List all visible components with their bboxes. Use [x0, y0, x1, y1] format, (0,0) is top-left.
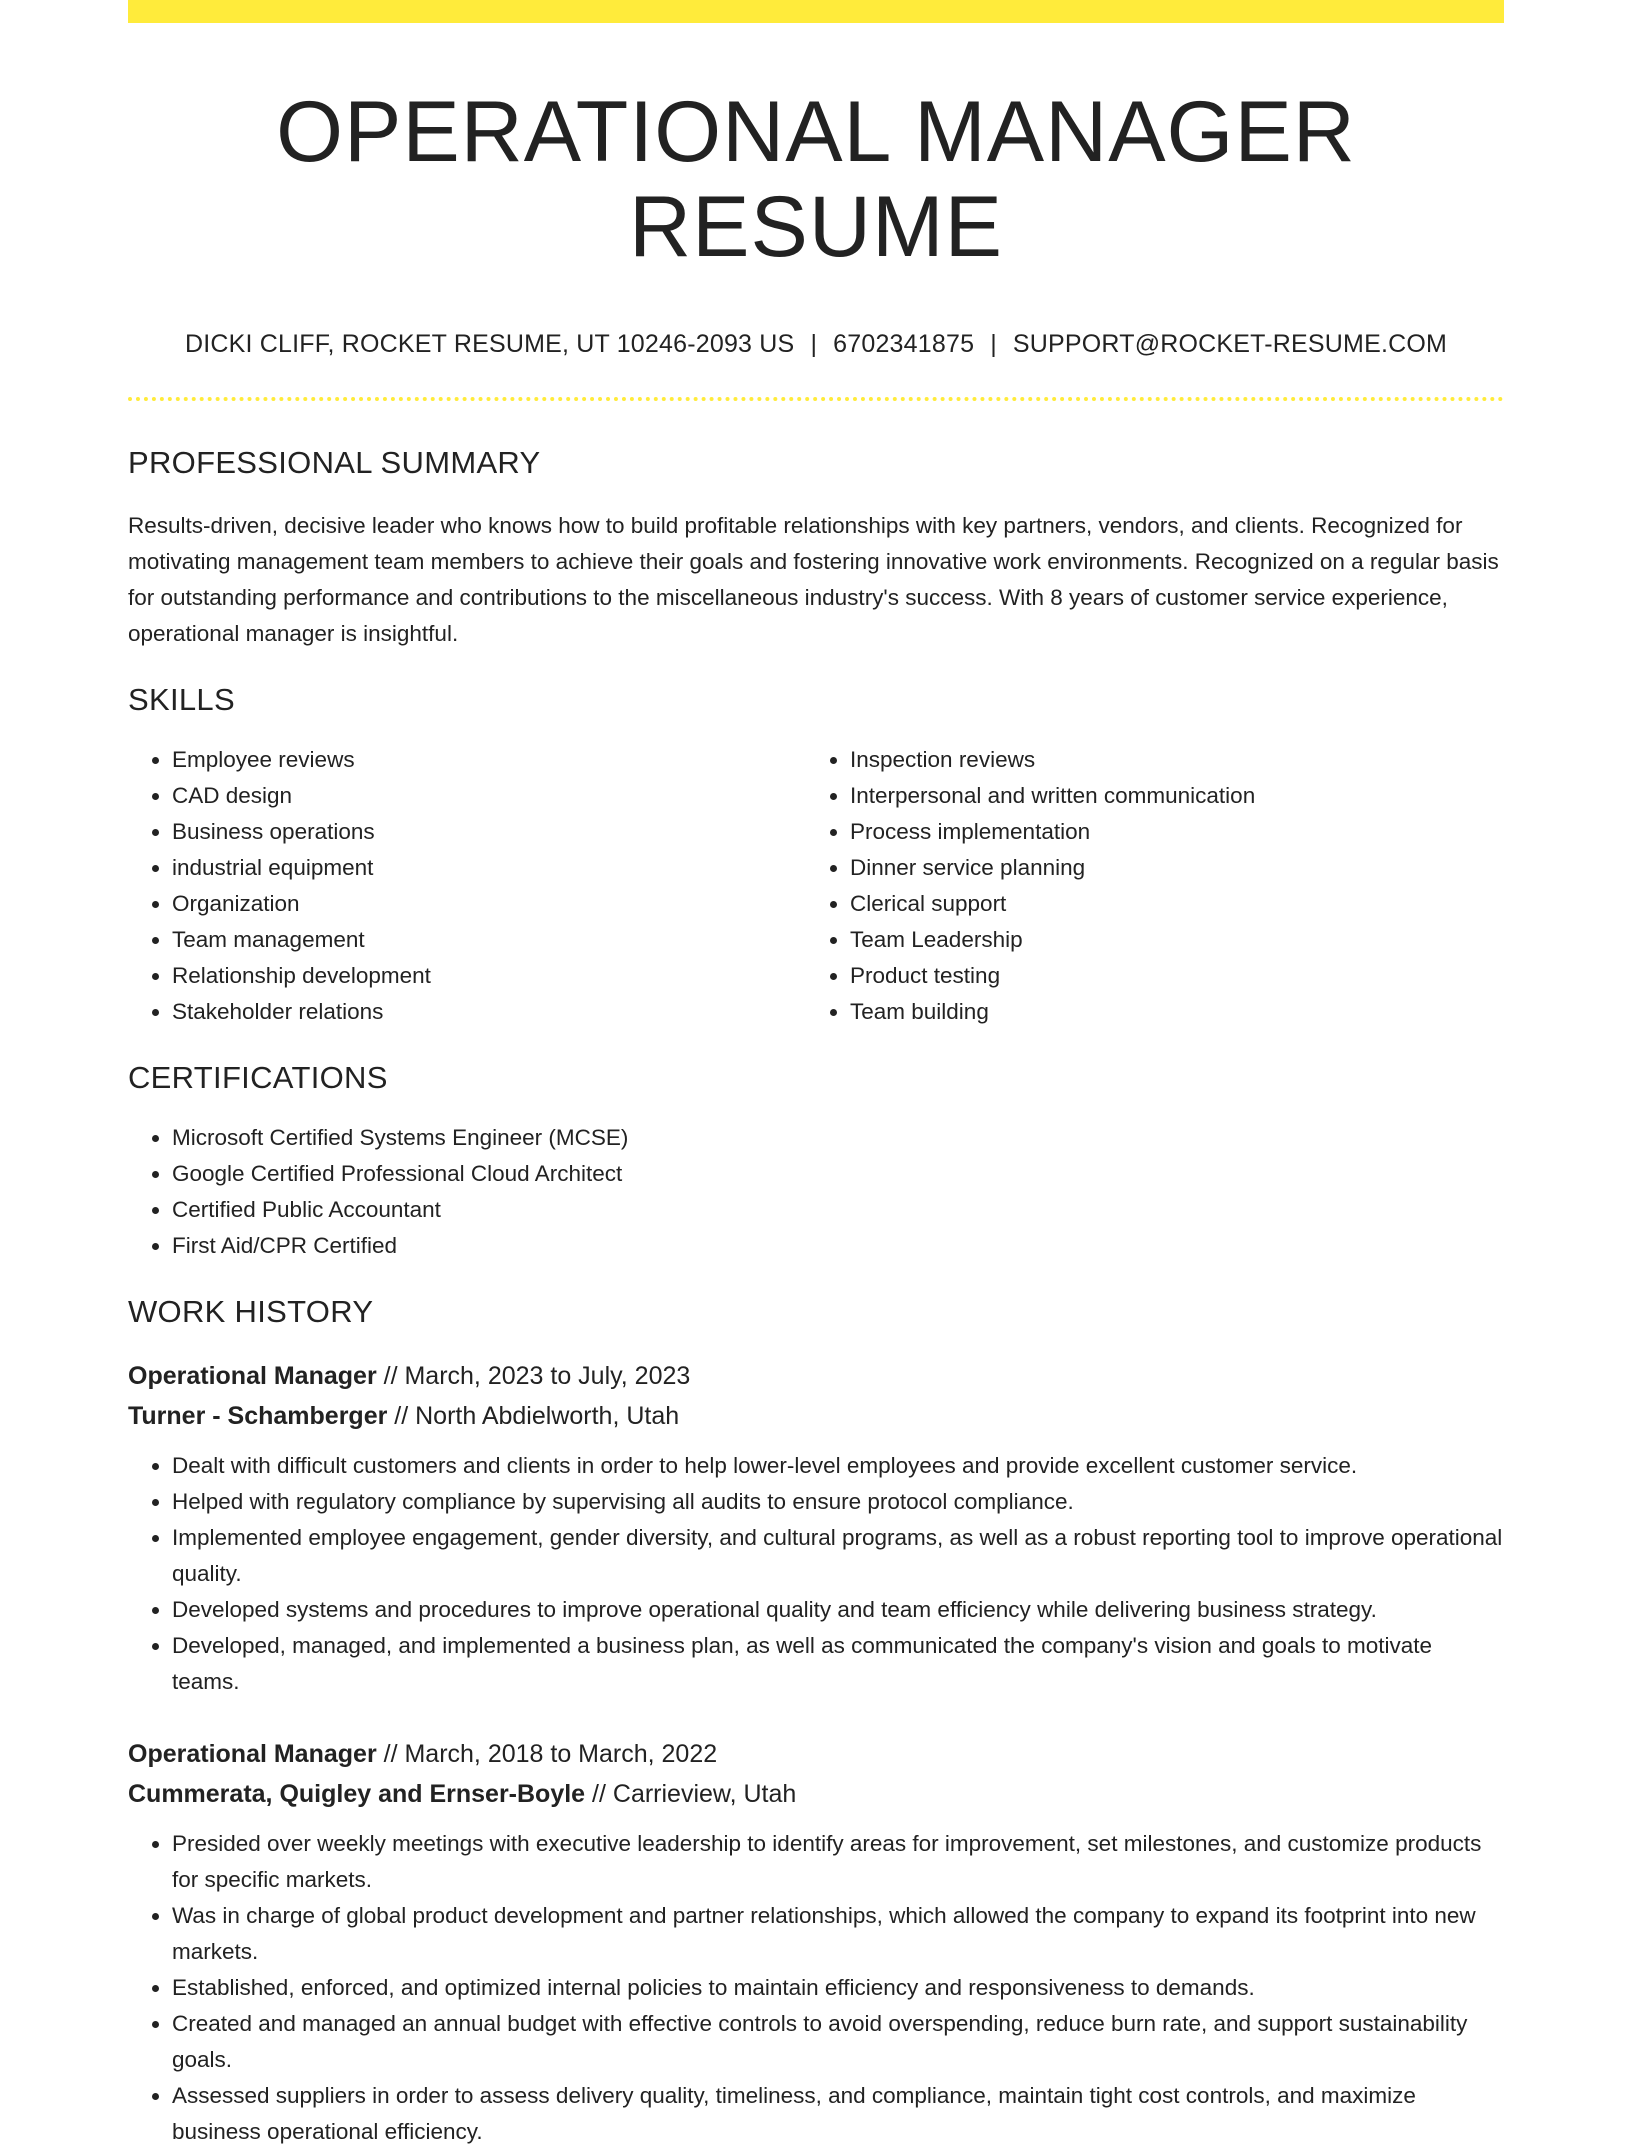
skills-list-right [806, 742, 1484, 1030]
job-duty: • Created and managed an annual budget with effective controls to avoid overspending, reduce burn rate, and support sustainability goals. [172, 2006, 1504, 2078]
job-duty: • Developed, managed, and implemented a business plan, as well as communicated the company's vision and goals to motivate teams. [172, 1628, 1504, 1700]
skill-item: • Organization [172, 886, 806, 922]
skill-item: • Team management [172, 922, 806, 958]
certification-item: • Microsoft Certified Systems Engineer (MCSE) [172, 1120, 1504, 1156]
contact-separator: | [990, 330, 997, 359]
skill-item: • Process implementation [850, 814, 1484, 850]
contact-separator: | [810, 330, 818, 359]
skill-item: • Product testing [850, 958, 1484, 994]
job-location: North Abdielworth, Utah [415, 1402, 680, 1431]
job-duty: • Implemented employee engagement, gender diversity, and cultural programs, as well as a robust reporting tool to improve operational quality. [172, 1520, 1504, 1592]
skill-item: • Interpersonal and written communication [850, 778, 1484, 814]
certification-item: • Certified Public Accountant [172, 1192, 1504, 1228]
contact-phone: 6702341875 [833, 330, 975, 359]
certification-item: • Google Certified Professional Cloud Architect [172, 1156, 1504, 1192]
contact-email: SUPPORT@ROCKET-RESUME.COM [1012, 330, 1448, 359]
job-separator: // [585, 1780, 613, 1809]
contact-address: DICKI CLIFF, ROCKET RESUME, UT 10246-2093 US [184, 330, 795, 359]
job-title: Operational Manager [128, 1740, 377, 1769]
job-separator: // [376, 1740, 405, 1769]
job-company-line [128, 1396, 1504, 1436]
job-title-line [128, 1356, 1504, 1396]
skill-item: • Dinner service planning [850, 850, 1484, 886]
job-dates: March, 2018 to March, 2022 [404, 1740, 718, 1769]
job-duty: • Was in charge of global product development and partner relationships, which allowed the company to expand its footprint into new markets. [172, 1898, 1504, 1970]
skills-column-right [806, 742, 1484, 1030]
job-duties-list [128, 1448, 1504, 1700]
job-entry [128, 1356, 1504, 1700]
job-duty: • Dealt with difficult customers and clients in order to help lower-level employees and provide excellent customer service. [172, 1448, 1504, 1484]
skills-column-left [128, 742, 806, 1030]
header-divider [128, 397, 1504, 401]
job-title-line [128, 1734, 1504, 1774]
job-company-line [128, 1774, 1504, 1814]
skills-list-left [128, 742, 806, 1030]
resume-page [128, 0, 1504, 2150]
work-history-heading: WORK HISTORY [128, 1294, 374, 1330]
summary-heading: PROFESSIONAL SUMMARY [128, 445, 541, 481]
top-accent-bar [128, 0, 1504, 23]
job-duty: • Established, enforced, and optimized internal policies to maintain efficiency and responsiveness to demands. [172, 1970, 1504, 2006]
skill-item: • Employee reviews [172, 742, 806, 778]
job-entry [128, 1734, 1504, 2150]
job-company: Turner - Schamberger [128, 1402, 388, 1431]
skill-item: • CAD design [172, 778, 806, 814]
job-separator: // [376, 1362, 405, 1391]
job-duty: • Helped with regulatory compliance by supervising all audits to ensure protocol compliance. [172, 1484, 1504, 1520]
job-title: Operational Manager [128, 1362, 377, 1391]
skill-item: • Business operations [172, 814, 806, 850]
summary-text: Results-driven, decisive leader who knows how to build profitable relationships with key partners, vendors, and clients. Recognized for motivating management team members to achieve their goals and fostering innovative work environments. Recognized on a regular basis for outstanding performance and contributions to the miscellaneous industry's success. With 8 years of customer service experience, operational manager is insightful. [128, 513, 1499, 647]
job-company: Cummerata, Quigley and Ernser-Boyle [128, 1780, 586, 1809]
skill-item: • industrial equipment [172, 850, 806, 886]
skill-item: • Team building [850, 994, 1484, 1030]
skills-heading: SKILLS [128, 682, 235, 718]
resume-title: OPERATIONAL MANAGER RESUME [276, 84, 1356, 275]
skill-item: • Inspection reviews [850, 742, 1484, 778]
job-duty: • Presided over weekly meetings with executive leadership to identify areas for improvement, set milestones, and customize products for specific markets. [172, 1826, 1504, 1898]
skill-item: • Team Leadership [850, 922, 1484, 958]
job-duty: • Assessed suppliers in order to assess delivery quality, timeliness, and compliance, maintain tight cost controls, and maximize business operational efficiency. [172, 2078, 1504, 2150]
certifications-list [128, 1120, 1504, 1264]
contact-line [128, 330, 1504, 359]
certifications-heading: CERTIFICATIONS [128, 1060, 388, 1096]
job-duties-list [128, 1826, 1504, 2150]
skill-item: • Clerical support [850, 886, 1484, 922]
job-dates: March, 2023 to July, 2023 [404, 1362, 691, 1391]
job-location: Carrieview, Utah [612, 1780, 797, 1809]
skill-item: • Relationship development [172, 958, 806, 994]
job-duty: • Developed systems and procedures to improve operational quality and team efficiency while delivering business strategy. [172, 1592, 1504, 1628]
certification-item: • First Aid/CPR Certified [172, 1228, 1504, 1264]
job-separator: // [387, 1402, 416, 1431]
skill-item: • Stakeholder relations [172, 994, 806, 1030]
skills-grid [128, 742, 1504, 1030]
